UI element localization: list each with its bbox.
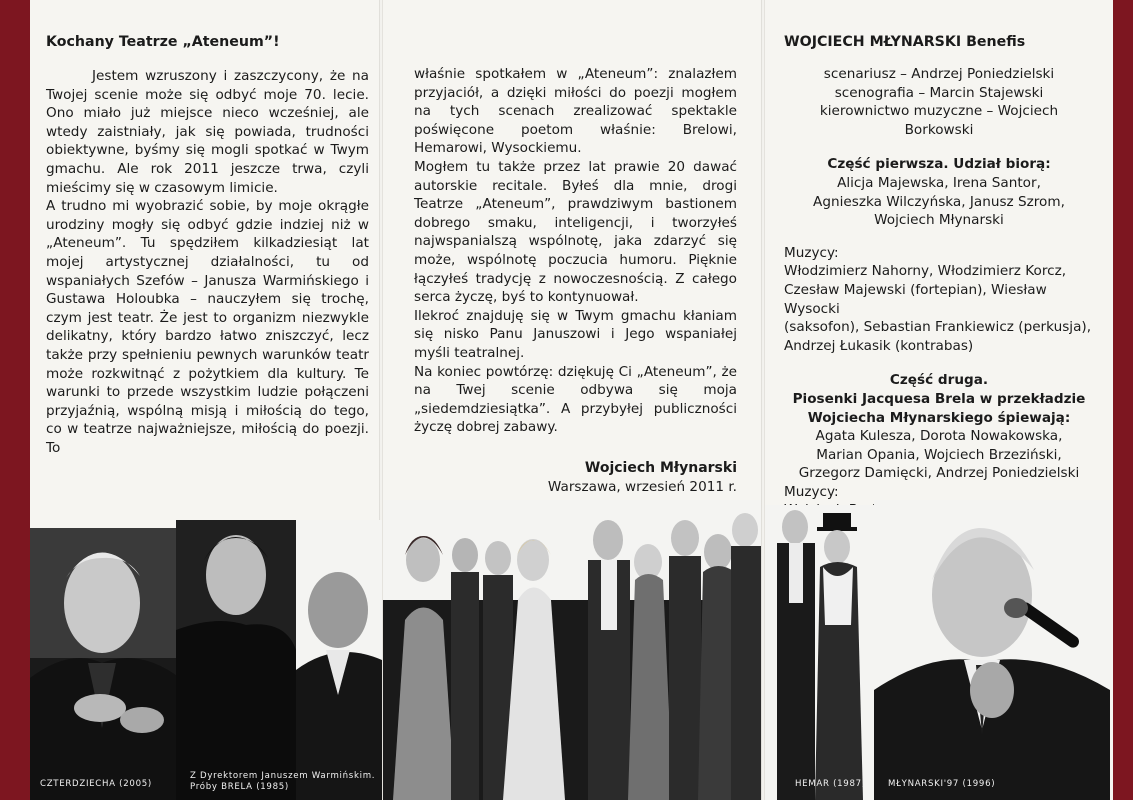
cast-line: Agnieszka Wilczyńska, Janusz Szrom, bbox=[813, 193, 1065, 210]
musician-line: Włodzimierz Nahorny, Włodzimierz Korcz, bbox=[784, 263, 1067, 280]
photo-caption: CZTERDZIECHA (2005) bbox=[40, 779, 152, 789]
credit-line: kierownictwo muzyczne – Wojciech Borkowski bbox=[819, 103, 1059, 138]
letter-signature bbox=[414, 459, 737, 497]
musicians-label: Muzycy: bbox=[784, 483, 839, 500]
part-one-musicians bbox=[784, 244, 1094, 356]
cast-line: Grzegorz Damięcki, Andrzej Poniedzielski bbox=[798, 465, 1080, 482]
part-two-cast bbox=[784, 371, 1094, 483]
program-title: WOJCIECH MŁYNARSKI Benefis bbox=[784, 34, 1026, 50]
program-panel bbox=[784, 32, 1094, 573]
photo-caption-line: Próby BRELA (1985) bbox=[190, 782, 289, 792]
part-one-heading: Część pierwsza. Udział biorą: bbox=[827, 156, 1051, 173]
letter-body-left bbox=[46, 67, 369, 457]
photo-hemar-cast bbox=[765, 505, 877, 800]
photo-caption: MŁYNARSKI'97 (1996) bbox=[888, 779, 996, 789]
photo-portrait-czterdziecha bbox=[30, 528, 180, 800]
part-two-heading: Piosenki Jacquesa Brela w przekładzie bbox=[792, 390, 1086, 407]
letter-paragraph: właśnie spotkałem w „Ateneum”: znalazłem przyjaciół, a dzięki miłości do poezji mogłem na tych scenach zrealizować spektakle poświęcone poetom właśnie: Brelowi, Hemarowi, Wysockiemu. bbox=[414, 66, 737, 157]
letter-paragraph: Jestem wzruszony i zaszczycony, że na Twojej scenie może się odbyć moje 70. lecie. Ono miało już miejsce nieco wcześniej, ale wtedy zaistniały, jak się powiada, trudności obiektywne, byśmy się mogli spotkać w Twym gmachu. Ale rok 2011 jeszcze trwa, czyli mieścimy się w czasowym limicie. bbox=[46, 68, 369, 196]
letter-paragraph: Mogłem tu także przez lat prawie 20 dawać autorskie recitale. Byłeś dla mnie, drogi Teatrze „Ateneum”, prawdziwym bastionem dobrego smaku, inteligencji, i tworzyłeś najwspanialszą wspólnotę, jaka zdarzyć się może, wspólnotę poczucia humoru. Pięknie łączyłeś tradycję z nowoczesnością. Z całego serca życzę, byś to kontynuował. bbox=[414, 158, 737, 306]
photo-caption bbox=[190, 771, 375, 793]
letter-heading: Kochany Teatrze „Ateneum”! bbox=[46, 34, 280, 50]
musician-line: Andrzej Łukasik (kontrabas) bbox=[784, 337, 974, 354]
photo-caption-line: Z Dyrektorem Januszem Warmińskim. bbox=[190, 771, 376, 781]
part-two-heading: Wojciecha Młynarskiego śpiewają: bbox=[807, 409, 1071, 426]
part-one-cast bbox=[784, 155, 1094, 229]
cast-line: Wojciech Młynarski bbox=[874, 212, 1004, 229]
letter-paragraph: A trudno mi wyobrazić sobie, by moje okrągłe urodziny mogły się odbyć gdzie indziej niż w „Ateneum”. Tu spędziłem kilkadziesiąt lat mojej artystycznej działalności, tu od wspaniałych Szefów – Janusza Warmińskiego i Gustawa Holoubka – nauczyłem się trochę, czym jest teatr. Że jest to organizm niezwykle delikatny, który bardzo łatwo zniszczyć, lecz także przy spełnieniu pewnych warunków teatr może rozkwitnąć z pożytkiem dla kultury. Te warunki to przede wszystkim ludzie połączeni przyjaźnią, wspólną misją i miłością do tego, co w teatrze najważniejsze, miłością do poezji. To bbox=[46, 198, 369, 456]
letter-paragraph: Ilekroć znajduję się w Twym gmachu kłaniam się nisko Panu Januszowi i Jego wspaniałej myśli teatralnej. bbox=[414, 307, 737, 361]
photo-cast-group-brel bbox=[383, 500, 761, 800]
musician-line: (saksofon), Sebastian Frankiewicz (perkusja), bbox=[784, 319, 1092, 336]
letter-paragraph: Na koniec powtórzę: dziękuję Ci „Ateneum”, że na Twej scenie odbywa się moja „siedemdziesiątka”. A przybyłej publiczności życzę dobrej zabawy. bbox=[414, 363, 737, 436]
credit-line: scenografia – Marcin Stajewski bbox=[834, 84, 1044, 101]
photo-mlynarski-singing bbox=[874, 500, 1110, 800]
part-two-heading: Część druga. bbox=[889, 372, 989, 389]
photo-rehearsal-warminski bbox=[176, 520, 382, 800]
musician-line: Czesław Majewski (fortepian), Wiesław Wysocki bbox=[784, 281, 1047, 317]
credit-line: scenariusz – Andrzej Poniedzielski bbox=[823, 66, 1055, 82]
photo-caption: HEMAR (1987) bbox=[795, 779, 866, 789]
letter-panel-left bbox=[46, 32, 369, 457]
signature-place-date: Warszawa, wrzesień 2011 r. bbox=[547, 478, 737, 495]
cast-line: Alicja Majewska, Irena Santor, bbox=[837, 174, 1041, 191]
letter-panel-middle bbox=[414, 65, 737, 497]
signature-name: Wojciech Młynarski bbox=[584, 459, 737, 476]
cast-line: Agata Kulesza, Dorota Nowakowska, bbox=[815, 428, 1063, 445]
musicians-label: Muzycy: bbox=[784, 244, 839, 261]
cast-line: Marian Opania, Wojciech Brzeziński, bbox=[816, 446, 1062, 463]
program-credits bbox=[784, 65, 1094, 139]
